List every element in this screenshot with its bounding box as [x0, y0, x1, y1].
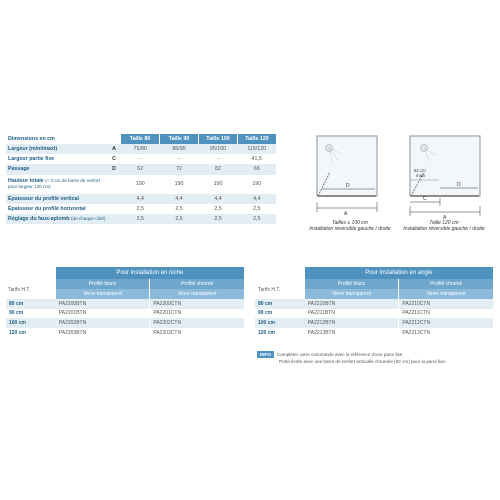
- dim-row: [6, 154, 276, 164]
- col-header: Taille 120: [238, 134, 277, 144]
- ref-white: PA2212BTN: [305, 318, 399, 328]
- caption-line1: Taille 120 cm: [429, 220, 459, 226]
- dimensions-title: Dimensions en cm: [8, 136, 55, 142]
- tarifs-label: Tarifs H.T.: [258, 287, 281, 293]
- cell: 2,5: [199, 214, 238, 224]
- cell: 75/80: [121, 144, 160, 154]
- cell: 2,5: [238, 214, 277, 224]
- diagram-label-maxi2: maxi: [416, 173, 426, 178]
- cell: 2,5: [214, 205, 222, 212]
- diagram-label-c: C: [423, 196, 427, 202]
- diagram-label-d: D: [346, 183, 350, 189]
- ref-white: PA2201BTN: [58, 310, 87, 317]
- cell: 2,5: [160, 214, 199, 224]
- col-header: Taille 80: [121, 134, 160, 144]
- row-letter: [107, 194, 121, 204]
- diagram-label-maxi: 62 cm: [414, 168, 426, 173]
- info-line2: Porte livrée avec une barre de renfort articulée chromée (62 cm) pour la paroi fixe.: [279, 359, 447, 364]
- row-label: Épaisseur du profilé vertical: [6, 194, 107, 204]
- ref-chrome: PA2212CTN: [399, 318, 493, 328]
- caption-line1: Tailles ≤ 100 cm: [332, 220, 368, 226]
- ref-chrome: PA2201CTN: [150, 309, 244, 319]
- row-label: Épaisseur du profilé horizontal: [8, 205, 86, 212]
- cell: 4,4: [121, 194, 160, 204]
- dimensions-table: [6, 134, 276, 224]
- col-profile-chrome: Profilé chromé: [150, 279, 244, 289]
- tarifs-label: Tarifs H.T.: [8, 287, 31, 293]
- cell: 190: [174, 181, 184, 188]
- niche-title: Pour installation en niche: [56, 267, 244, 279]
- info-note: [257, 351, 493, 365]
- niche-table: [6, 267, 244, 337]
- size-label: 120 cm: [258, 329, 275, 336]
- cell: -: [139, 156, 142, 163]
- diagram-niche: [302, 132, 382, 222]
- info-badge: INFO: [257, 351, 274, 358]
- cell: -: [178, 156, 180, 163]
- row-label: Largeur (mini/maxi): [6, 144, 107, 154]
- diagram-label-d: D: [457, 182, 461, 188]
- dim-row: [6, 164, 276, 174]
- cell: 190: [252, 181, 262, 188]
- ref-chrome: PA2213CTN: [399, 328, 493, 338]
- ref-white: PA2200BTN: [56, 299, 150, 309]
- ref-chrome: PA2203CTN: [150, 328, 244, 338]
- row-letter: [107, 175, 121, 194]
- cell: 2,5: [175, 205, 183, 212]
- col-glass: Verre transparent: [305, 289, 399, 299]
- row-letter: A: [107, 144, 121, 154]
- row-label: Largeur partie fixe: [8, 156, 55, 163]
- table-row: [6, 328, 244, 338]
- col-profile-white: Profilé blanc: [305, 279, 399, 289]
- ref-chrome: PA2210CTN: [399, 299, 493, 309]
- table-row: [6, 299, 244, 309]
- size-label: 100 cm: [255, 318, 305, 328]
- size-label: 80 cm: [255, 299, 305, 309]
- cell: 4,4: [160, 194, 199, 204]
- cell: 95/100: [199, 144, 238, 154]
- size-label: 120 cm: [9, 329, 26, 336]
- row-label: [6, 214, 107, 224]
- cell: 85/90: [160, 144, 199, 154]
- cell: 2,5: [136, 205, 144, 212]
- cell: 62: [121, 164, 160, 174]
- ref-white: PA2213BTN: [307, 329, 336, 336]
- row-label-sub: (de chaque côté): [71, 216, 106, 222]
- col-header: Taille 90: [160, 134, 199, 144]
- row-label-sub: (+ 3 cm de barre de renfort pour largeur 120 cm): [8, 178, 100, 190]
- row-letter: C: [112, 156, 116, 163]
- cell: 190: [135, 181, 145, 188]
- table-row: [255, 328, 493, 338]
- diagram-label-a: A: [344, 211, 348, 217]
- cell: 68: [238, 164, 277, 174]
- cell: 4,4: [199, 194, 238, 204]
- row-label-main: Hauteur totale: [8, 178, 44, 185]
- row-label: Passage: [6, 164, 107, 174]
- cell: 41,5: [251, 156, 262, 163]
- cell: -: [217, 156, 219, 163]
- cell: 2,5: [253, 205, 261, 212]
- cell: 2,5: [121, 214, 160, 224]
- col-profile-white: Profilé blanc: [56, 279, 150, 289]
- size-label: 80 cm: [6, 299, 56, 309]
- row-letter: [107, 214, 121, 224]
- diagram-caption: [300, 220, 400, 232]
- ref-white: PA2203BTN: [58, 329, 87, 336]
- caption-line2: Installation réversible gauche / droite: [309, 226, 391, 232]
- angle-table: [255, 267, 493, 337]
- row-letter: D: [107, 164, 121, 174]
- table-row: [6, 318, 244, 328]
- cell: 190: [213, 181, 223, 188]
- col-glass: Verre transparent: [150, 289, 244, 299]
- cell: 72: [160, 164, 199, 174]
- size-label: 90 cm: [258, 310, 273, 317]
- table-row: [255, 318, 493, 328]
- cell: 115/120: [238, 144, 277, 154]
- table-row: [255, 299, 493, 309]
- dim-row: [6, 204, 276, 214]
- info-line1: Compléter votre commande avec la référence d'une paroi fixe: [276, 352, 403, 357]
- row-letter: [107, 204, 121, 214]
- angle-title: Pour installation en angle: [305, 267, 493, 279]
- col-glass: Verre transparent: [56, 289, 150, 299]
- caption-line2: Installation réversible gauche / droite: [403, 226, 485, 232]
- col-header: Taille 100: [199, 134, 238, 144]
- cell: 4,4: [238, 194, 277, 204]
- dim-row: [6, 194, 276, 204]
- ref-chrome: PA2211CTN: [399, 309, 493, 319]
- dim-row: [6, 144, 276, 154]
- ref-white: PA2210BTN: [305, 299, 399, 309]
- cell: 82: [199, 164, 238, 174]
- diagram-label-a: A: [443, 215, 447, 221]
- ref-white: PA2211BTN: [307, 310, 335, 317]
- ref-white: PA2202BTN: [56, 318, 150, 328]
- col-glass: Verre transparent: [399, 289, 493, 299]
- col-profile-chrome: Profilé chromé: [399, 279, 493, 289]
- row-label: [6, 175, 107, 194]
- dim-row: [6, 214, 276, 224]
- dim-row: [6, 175, 276, 194]
- ref-chrome: PA2200CTN: [150, 299, 244, 309]
- table-row: [6, 309, 244, 319]
- table-row: [255, 309, 493, 319]
- ref-chrome: PA2202CTN: [150, 318, 244, 328]
- diagram-caption: [394, 220, 494, 232]
- size-label: 90 cm: [9, 310, 24, 317]
- size-label: 100 cm: [6, 318, 56, 328]
- diagram-fixed-panel: [402, 132, 492, 222]
- row-label-main: Réglage du faux-aplomb: [8, 216, 70, 223]
